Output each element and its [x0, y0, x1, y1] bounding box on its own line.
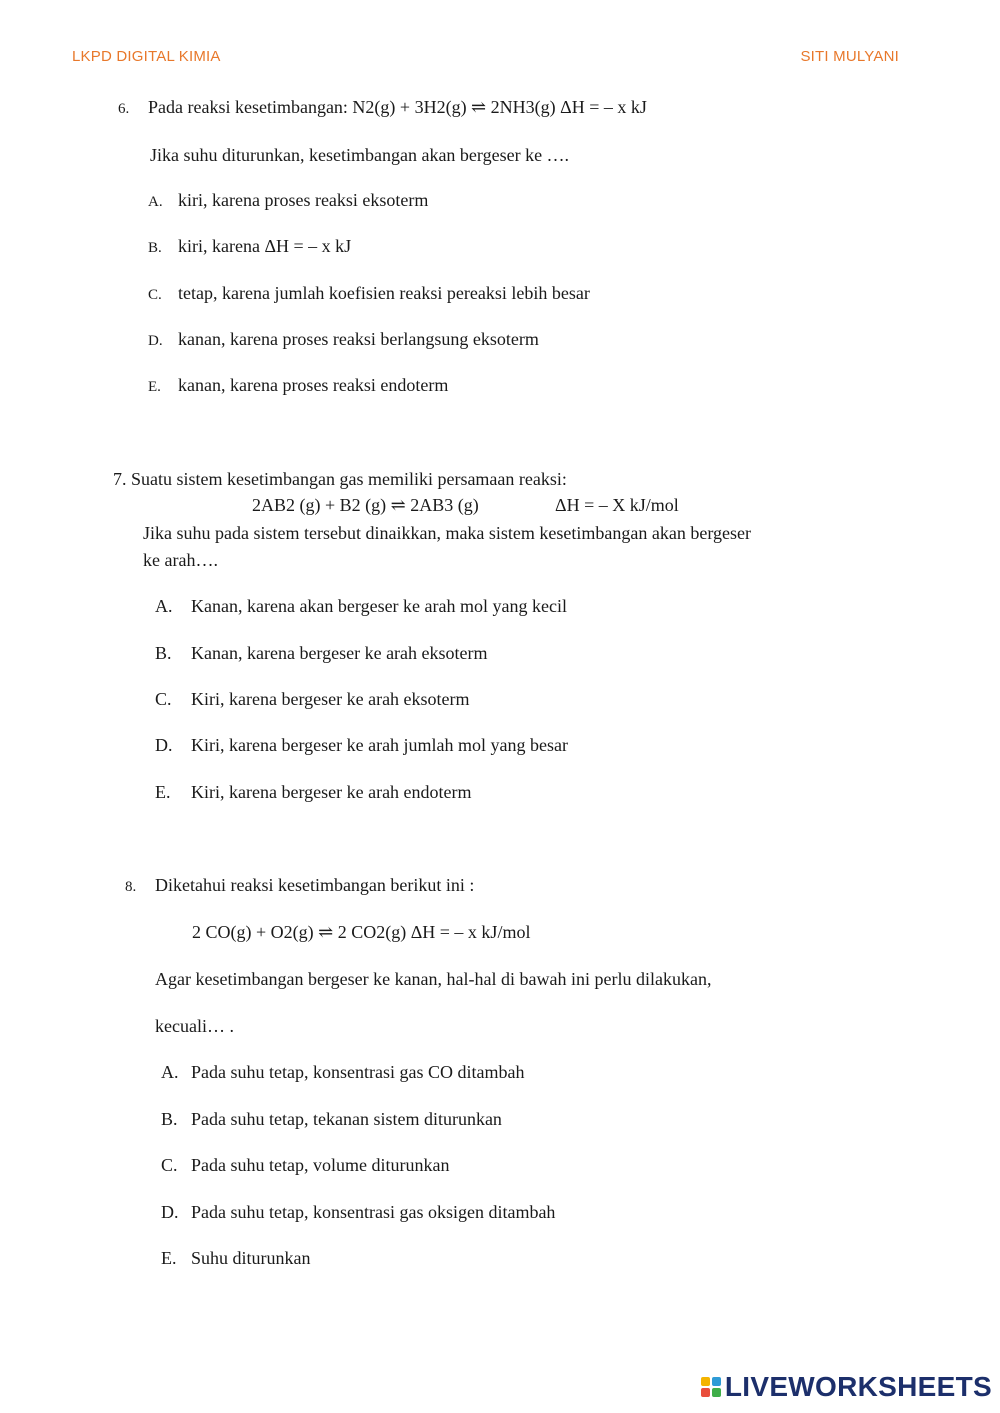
- option-letter: E.: [161, 1248, 177, 1268]
- q7-option-b[interactable]: [155, 642, 488, 664]
- q7-option-d[interactable]: [155, 734, 568, 756]
- option-text: tetap, karena jumlah koefisien reaksi pereaksi lebih besar: [178, 283, 590, 303]
- logo-square-blue: [712, 1377, 721, 1386]
- q8-option-a[interactable]: [161, 1061, 524, 1083]
- q6-option-d[interactable]: [148, 328, 539, 352]
- option-letter: E.: [148, 379, 161, 395]
- option-text: Kiri, karena bergeser ke arah eksoterm: [191, 689, 470, 709]
- option-letter: B.: [155, 643, 172, 663]
- q8-equation: 2 CO(g) + O2(g) ⇌ 2 CO2(g) ΔH = – x kJ/mol: [192, 922, 531, 942]
- option-text: Pada suhu tetap, tekanan sistem diturunkan: [191, 1109, 502, 1129]
- q8-option-e[interactable]: [161, 1247, 311, 1269]
- q8-question-line-1: Agar kesetimbangan bergeser ke kanan, hal-hal di bawah ini perlu dilakukan,: [155, 969, 712, 989]
- q7-question-line-2: ke arah….: [143, 550, 218, 570]
- q7-question-line-1: Jika suhu pada sistem tersebut dinaikkan, maka sistem kesetimbangan akan bergeser: [143, 523, 752, 543]
- q7-stem: Suatu sistem kesetimbangan gas memiliki persamaan reaksi:: [131, 469, 567, 489]
- logo-square-green: [712, 1388, 721, 1397]
- option-letter: A.: [148, 194, 163, 210]
- option-letter: A.: [161, 1062, 179, 1082]
- q7-option-c[interactable]: [155, 688, 470, 710]
- q8-stem: Diketahui reaksi kesetimbangan berikut ini :: [155, 875, 475, 895]
- option-letter: E.: [155, 782, 171, 802]
- option-letter: D.: [155, 735, 173, 755]
- liveworksheets-logo[interactable]: [701, 1371, 992, 1403]
- q6-option-a[interactable]: [148, 189, 428, 213]
- option-letter: C.: [155, 689, 172, 709]
- option-text: Pada suhu tetap, konsentrasi gas CO ditambah: [191, 1062, 525, 1082]
- q7-number: 7.: [113, 469, 127, 489]
- liveworksheets-logo-text: LIVEWORKSHEETS: [724, 1371, 992, 1402]
- option-text: Kanan, karena bergeser ke arah eksoterm: [191, 643, 488, 663]
- option-text: Suhu diturunkan: [191, 1248, 311, 1268]
- logo-square-yellow: [701, 1377, 710, 1386]
- option-letter: C.: [148, 287, 162, 303]
- logo-square-red: [701, 1388, 710, 1397]
- q8-option-d[interactable]: [161, 1201, 555, 1223]
- option-text: Kiri, karena bergeser ke arah endoterm: [191, 782, 472, 802]
- option-text: kanan, karena proses reaksi endoterm: [178, 375, 449, 395]
- q8-option-b[interactable]: [161, 1108, 502, 1130]
- option-letter: D.: [148, 333, 163, 349]
- liveworksheets-logo-icon: [701, 1377, 721, 1397]
- header-author-right: SITI MULYANI: [800, 48, 899, 65]
- option-text: Kiri, karena bergeser ke arah jumlah mol yang besar: [191, 735, 569, 755]
- q7-enthalpy: ΔH = – X kJ/mol: [555, 495, 679, 515]
- q6-stem-line: [118, 96, 647, 120]
- q6-option-c[interactable]: [148, 282, 590, 306]
- option-text: Kanan, karena akan bergeser ke arah mol yang kecil: [191, 596, 567, 616]
- option-text: Pada suhu tetap, volume diturunkan: [191, 1155, 450, 1175]
- q6-option-e[interactable]: [148, 374, 448, 398]
- option-letter: C.: [161, 1155, 178, 1175]
- q8-number: 8.: [125, 879, 137, 895]
- q6-question: Jika suhu diturunkan, kesetimbangan akan bergeser ke ….: [150, 145, 570, 165]
- q7-option-e[interactable]: [155, 781, 472, 803]
- q7-equation: 2AB2 (g) + B2 (g) ⇌ 2AB3 (g): [252, 495, 479, 515]
- q6-stem: Pada reaksi kesetimbangan: N2(g) + 3H2(g) ⇌ 2NH3(g) ΔH = – x kJ: [148, 97, 647, 117]
- option-text: Pada suhu tetap, konsentrasi gas oksigen ditambah: [191, 1202, 556, 1222]
- option-text: kanan, karena proses reaksi berlangsung eksoterm: [178, 329, 539, 349]
- option-letter: A.: [155, 596, 173, 616]
- option-letter: D.: [161, 1202, 179, 1222]
- option-letter: B.: [161, 1109, 178, 1129]
- header-title-left: LKPD DIGITAL KIMIA: [72, 48, 221, 65]
- q8-option-c[interactable]: [161, 1154, 449, 1176]
- q7-stem-line: [113, 468, 567, 490]
- q7-option-a[interactable]: [155, 595, 567, 617]
- q8-question-line-2: kecuali… .: [155, 1016, 234, 1036]
- q6-number: 6.: [118, 101, 130, 117]
- option-letter: B.: [148, 240, 162, 256]
- option-text: kiri, karena proses reaksi eksoterm: [178, 190, 429, 210]
- option-text: kiri, karena ΔH = – x kJ: [178, 236, 352, 256]
- q8-stem-line: [125, 874, 474, 898]
- q6-option-b[interactable]: [148, 235, 351, 259]
